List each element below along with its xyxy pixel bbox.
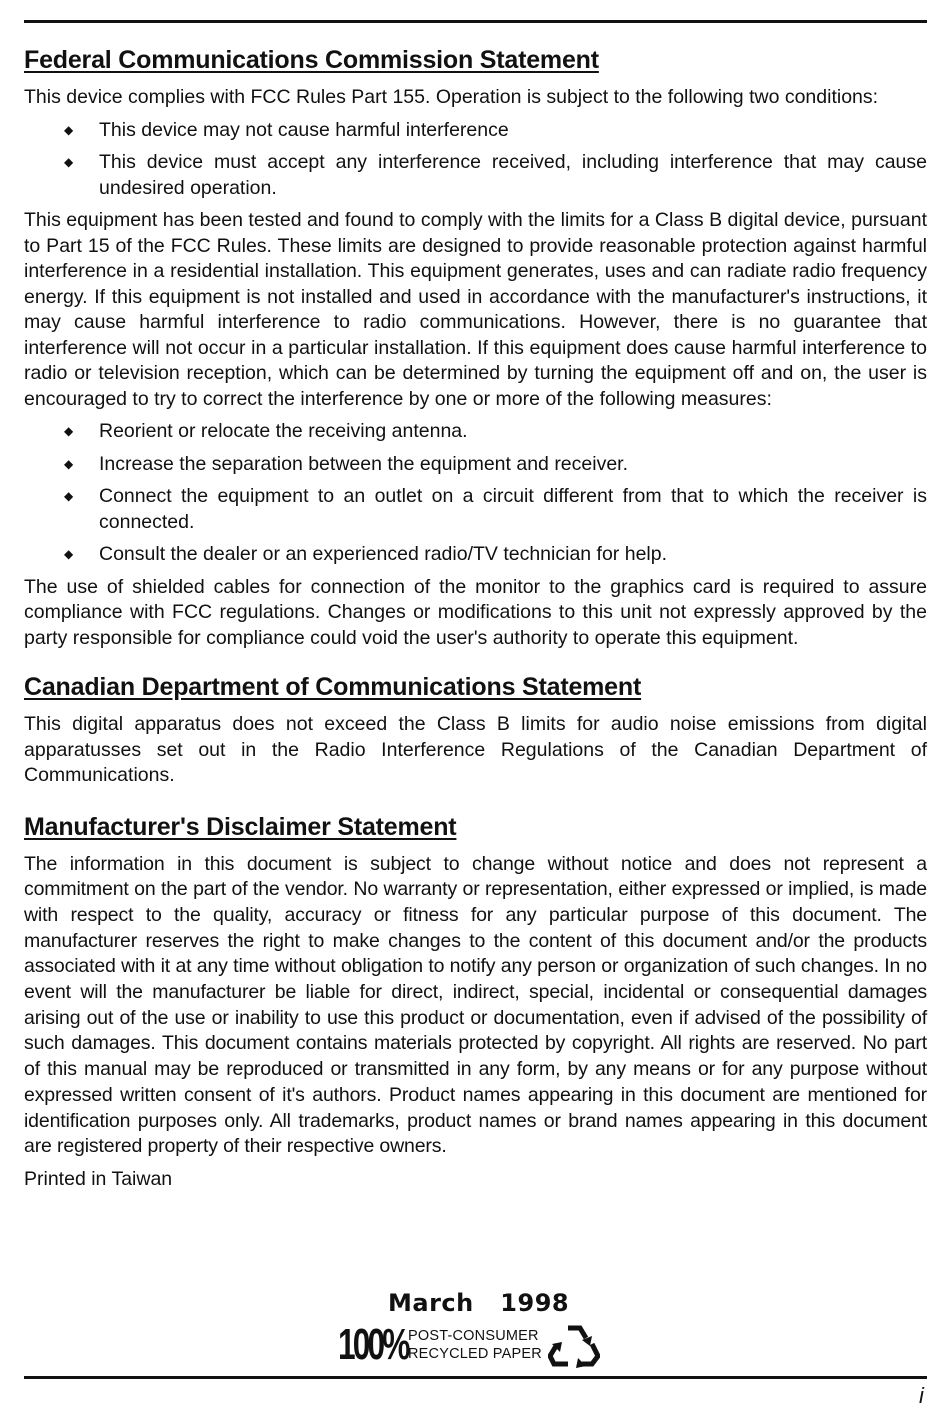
list-item: ◆ Connect the equipment to an outlet on a circuit different from that to which the receiver is connected. xyxy=(64,485,927,533)
fcc-heading: Federal Communications Commission Statement xyxy=(24,46,599,74)
fcc-closing: The use of shielded cables for connection of the monitor to the graphics card is required to assure compliance with FCC regulations. Changes or modifications to this unit not expressly approved by the party responsible for compliance could void the user's authority to operate this equipment. xyxy=(24,575,927,649)
recycled-percent: 100% xyxy=(338,1320,408,1369)
list-item: ◆ Reorient or relocate the receiving antenna. xyxy=(24,419,927,445)
diamond-bullet-icon: ◆ xyxy=(64,456,74,471)
recycled-paper-badge xyxy=(338,1320,600,1370)
canadian-body: This digital apparatus does not exceed the Class B limits for audio noise emissions from digital apparatusses set out in the Radio Interference Regulations of the Canadian Department of Communications. xyxy=(24,713,927,786)
top-rule xyxy=(24,20,927,23)
list-item: ◆ Consult the dealer or an experienced radio/TV technician for help. xyxy=(24,542,927,568)
recycled-label: POST-CONSUMER RECYCLED PAPER xyxy=(408,1328,542,1362)
document-body xyxy=(24,44,927,1192)
canadian-heading: Canadian Department of Communications Statement xyxy=(24,673,642,701)
diamond-bullet-icon: ◆ xyxy=(64,489,74,503)
fcc-intro: This device complies with FCC Rules Part 155. Operation is subject to the following two conditions: xyxy=(24,86,879,108)
fcc-measures-list xyxy=(24,419,927,568)
page-number: i xyxy=(919,1383,924,1408)
disclaimer-body: The information in this document is subject to change without notice and does not represent a commitment on the part of the vendor. No warranty or representation, either expressed or implied, is made with respect to the quality, accuracy or fitness for any particular purpose of this document. The manufacturer reserves the right to make changes to the content of this document and/or the products associated with it at any time without obligation to notify any person or organization of such changes. In no event will the manufacturer be liable for direct, indirect, special, incidental or consequential damages arising out of the use or inability to use this product or documentation, even if advised of the possibility of such damages. This document contains materials protected by copyright. All rights are reserved. No part of this manual may be reproduced or transmitted in any form, by any means or for any purpose without expressed written consent of it's authors. Product names appearing in this document are mentioned for identification purposes only. All trademarks, product names or brand names appearing in this document are registered property of their respective owners. xyxy=(24,852,927,1158)
list-item: ◆ This device may not cause harmful interference xyxy=(24,118,927,144)
diamond-bullet-icon: ◆ xyxy=(64,155,74,169)
list-item: ◆ This device must accept any interference received, including interference that may cause undesired operation. xyxy=(64,151,927,199)
diamond-bullet-icon: ◆ xyxy=(64,122,74,137)
diamond-bullet-icon: ◆ xyxy=(64,547,74,561)
recycle-icon xyxy=(548,1322,600,1368)
printed-in: Printed in Taiwan xyxy=(24,1167,173,1190)
fcc-body: This equipment has been tested and found to comply with the limits for a Class B digital device, pursuant to Part 15 of the FCC Rules. These limits are designed to provide reasonable protection against harmful interference in a residential installation. This equipment generates, uses and can radiate radio frequency energy. If this equipment is not installed and used in accordance with the manufacturer's instructions, it may cause harmful interference to radio communications. However, there is no guarantee that interference will not occur in a particular installation. If this equipment does cause harmful interference to radio or television reception, which can be determined by turning the equipment off and on, the user is encouraged to try to correct the interference by one or more of the following measures: xyxy=(24,209,927,410)
disclaimer-heading: Manufacturer's Disclaimer Statement xyxy=(24,812,457,841)
diamond-bullet-icon: ◆ xyxy=(64,424,74,438)
fcc-conditions-list xyxy=(24,118,927,202)
publication-date: March 1998 xyxy=(388,1289,570,1317)
list-item: ◆ Increase the separation between the equipment and receiver. xyxy=(24,452,927,478)
bottom-rule xyxy=(24,1376,927,1379)
